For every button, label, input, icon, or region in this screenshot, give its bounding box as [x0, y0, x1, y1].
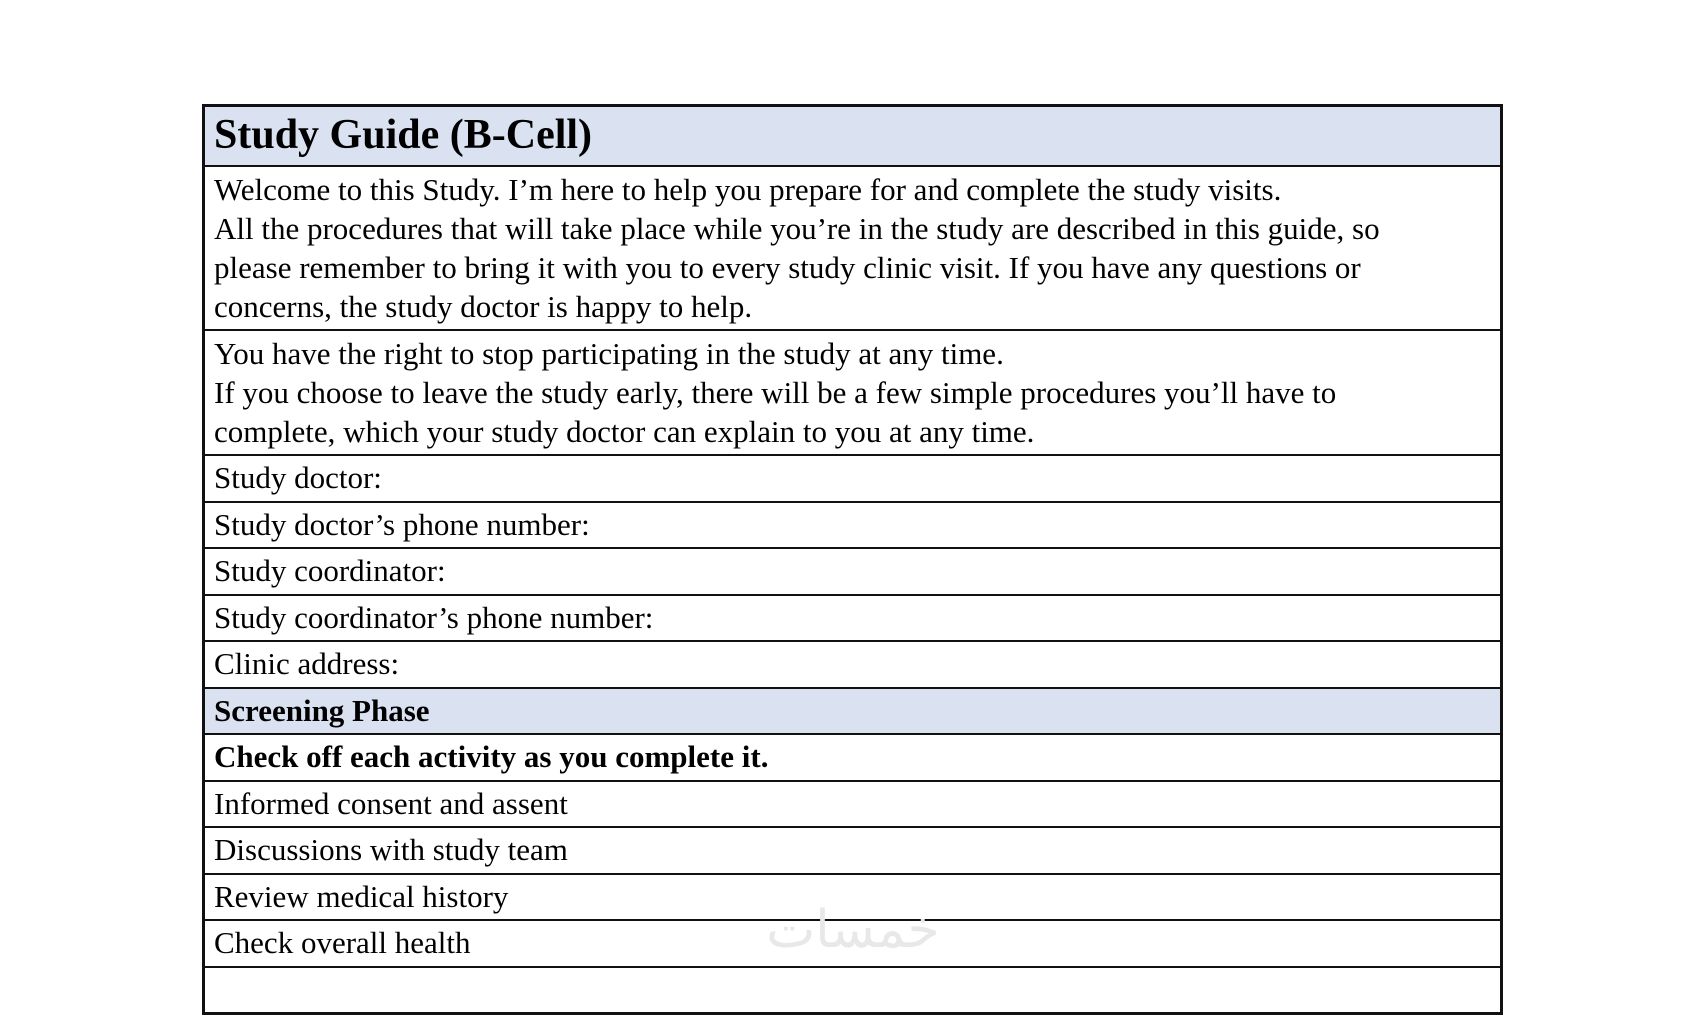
rights-line: If you choose to leave the study early, there will be a few simple procedures you’ll have to	[214, 375, 1337, 410]
study-doctor-label: Study doctor:	[214, 460, 382, 495]
intro-line: All the procedures that will take place while you’re in the study are described in this guide, so	[214, 211, 1380, 246]
rights-line: You have the right to stop participating in the study at any time.	[214, 336, 1004, 371]
activity-label: Check overall health	[214, 925, 471, 960]
screening-instruction: Check off each activity as you complete it.	[214, 739, 769, 774]
rights-paragraph	[205, 329, 1500, 454]
study-guide-table	[202, 104, 1503, 1015]
document-title: Study Guide (B-Cell)	[214, 112, 593, 158]
clinic-address-label: Clinic address:	[214, 646, 400, 681]
study-doctor-phone-field	[205, 501, 1500, 548]
study-coordinator-label: Study coordinator:	[214, 553, 446, 588]
intro-line: Welcome to this Study. I’m here to help you prepare for and complete the study visits.	[214, 172, 1282, 207]
empty-row	[205, 966, 1500, 1013]
study-coordinator-field	[205, 547, 1500, 594]
study-doctor-field	[205, 454, 1500, 501]
rights-line: complete, which your study doctor can explain to you at any time.	[214, 414, 1035, 449]
activity-label: Discussions with study team	[214, 832, 568, 867]
activity-row	[205, 780, 1500, 827]
screening-phase-heading: Screening Phase	[214, 692, 430, 728]
study-coordinator-phone-field	[205, 594, 1500, 641]
activity-row	[205, 826, 1500, 873]
activity-label: Informed consent and assent	[214, 785, 568, 821]
document-title-row	[205, 107, 1500, 165]
clinic-address-field	[205, 640, 1500, 687]
activity-label: Review medical history	[214, 878, 509, 914]
screening-phase-heading-row	[205, 687, 1500, 734]
intro-line: concerns, the study doctor is happy to help.	[214, 289, 753, 324]
study-coordinator-phone-label: Study coordinator’s phone number:	[214, 599, 654, 635]
screening-instruction-row	[205, 733, 1500, 780]
study-doctor-phone-label: Study doctor’s phone number:	[214, 506, 590, 542]
intro-line: please remember to bring it with you to every study clinic visit. If you have any questions or	[214, 250, 1361, 285]
intro-paragraph	[205, 165, 1500, 329]
watermark-logo: خمسات	[766, 900, 940, 960]
